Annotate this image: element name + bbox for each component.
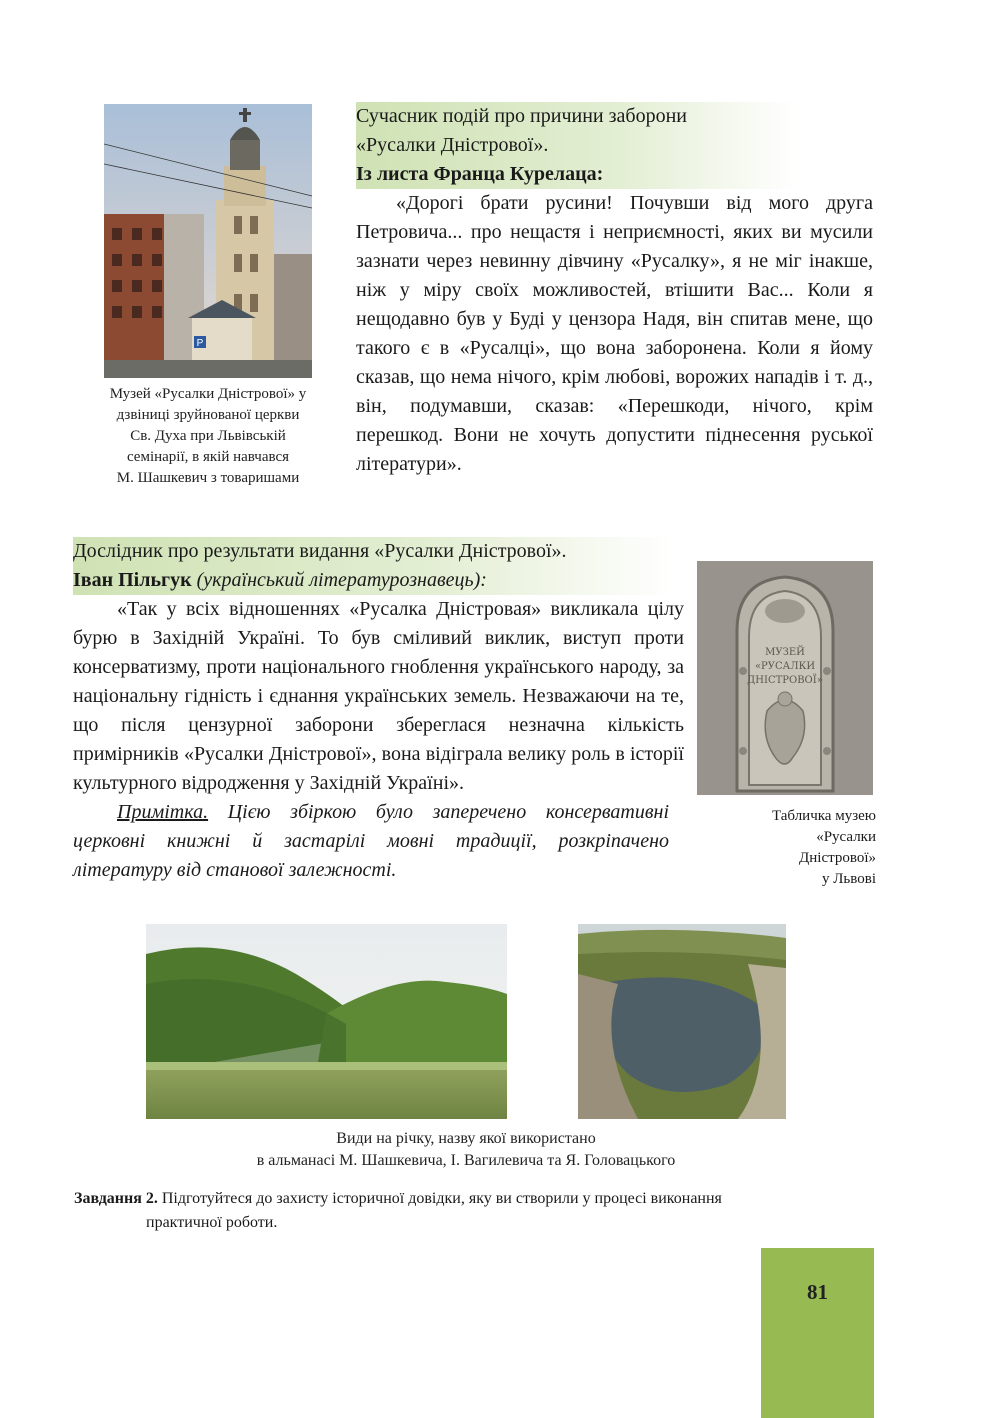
section2-note [73,798,669,885]
plaque-photo-caption [700,806,876,890]
section2-heading-text: Дослідник про результати видання «Русалки Дністрової». [73,540,567,562]
caption-line: «Русалки [816,829,876,845]
section-researcher [73,537,684,885]
page-number: 81 [807,1280,828,1304]
museum-plaque-photo [697,561,873,795]
caption-line: Музей «Русалки Дністрової» у [109,386,307,402]
caption-line: Табличка музею [771,808,876,824]
task-text-line2: практичної роботи. [146,1214,278,1231]
plaque-text-line: «РУСАЛКИ [754,661,816,672]
plaque-text-line: МУЗЕЙ [765,647,805,658]
task-text-line1: Підготуйтеся до захисту історичної довідки, яку ви створили у процесі виконання [161,1190,722,1207]
task-line1 [74,1187,884,1211]
svg-text:P: P [196,338,204,349]
plaque-text-line: ДНІСТРОВОЇ» [747,675,823,686]
museum-photo-caption [66,384,350,489]
river-photos-caption [146,1128,786,1172]
caption-line: семінарії, в якій навчався [126,449,290,465]
caption-line: у Львові [822,871,876,887]
caption-line: М. Шашкевич з товаришами [116,470,300,486]
museum-bell-tower-photo [104,104,312,378]
section1-source-label: Із листа Франца Курелаца: [356,163,604,185]
section1-quote: «Дорогі брати русини! Почувши від мого друга Петровича... про нещастя і неприємності, яких ви мусили зазнати через невинну дівчину «Русалку», я не міг інакше, ніж у міру своїх можливостей, втішити Вас... Коли я нещодавно був у Буді у цензора Надя, він спитав мене, що такого є в «Русалці», що вона заборонена. Коли я йому сказав, що нема нічого, крім любові, ворожих нападів і т. д., він, подумавши, сказав: «Перешкоди, нічого, крім перешкод. Вони не хочуть допустити піднесення руської літератури». [356,192,873,475]
river-caption-line2: в альманасі М. Шашкевича, І. Вагилевича та Я. Головацького [256,1152,676,1169]
section1-heading-line1: Сучасник подій про причини заборони [356,105,687,127]
caption-line: дзвіниці зруйнованої церкви [116,407,300,423]
section1-heading [356,102,796,189]
caption-line: Дністрової» [799,850,876,866]
task-label: Завдання 2. [74,1190,158,1207]
task-block [74,1187,884,1235]
river-caption-line1: Види на річку, назву якої використано [336,1130,596,1147]
page-number-tab [761,1248,874,1418]
section2-heading [73,537,673,595]
note-text: Цією збіркою було заперечено консервативні церковні книжні й застарілі мовні традиції, розкріпачено літературу від станової залежності. [73,801,670,881]
river-canyon-photo [578,924,786,1119]
river-hills-photo [146,924,507,1119]
section-contemporary [356,102,873,479]
note-label: Примітка. [117,801,209,823]
section2-author-role: (український літературознавець): [196,569,487,591]
section2-author-name: Іван Пільгук [73,569,192,591]
section1-heading-line2: «Русалки Дністрової». [356,134,549,156]
section2-quote: «Так у всіх відношеннях «Русалка Дністровая» викликала цілу бурю в Західній Україні. То був сміливий виклик, виступ проти консерватизму, проти національного гноблення українського народу, за національну гідність і єднання українських земель. Незважаючи на те, що після цензурної заборони збереглася незначна кількість примірників «Русалки Дністрової», вона відіграла велику роль в історії культурного відродження у Західній Україні». [73,598,684,794]
caption-line: Св. Духа при Львівській [130,428,286,444]
